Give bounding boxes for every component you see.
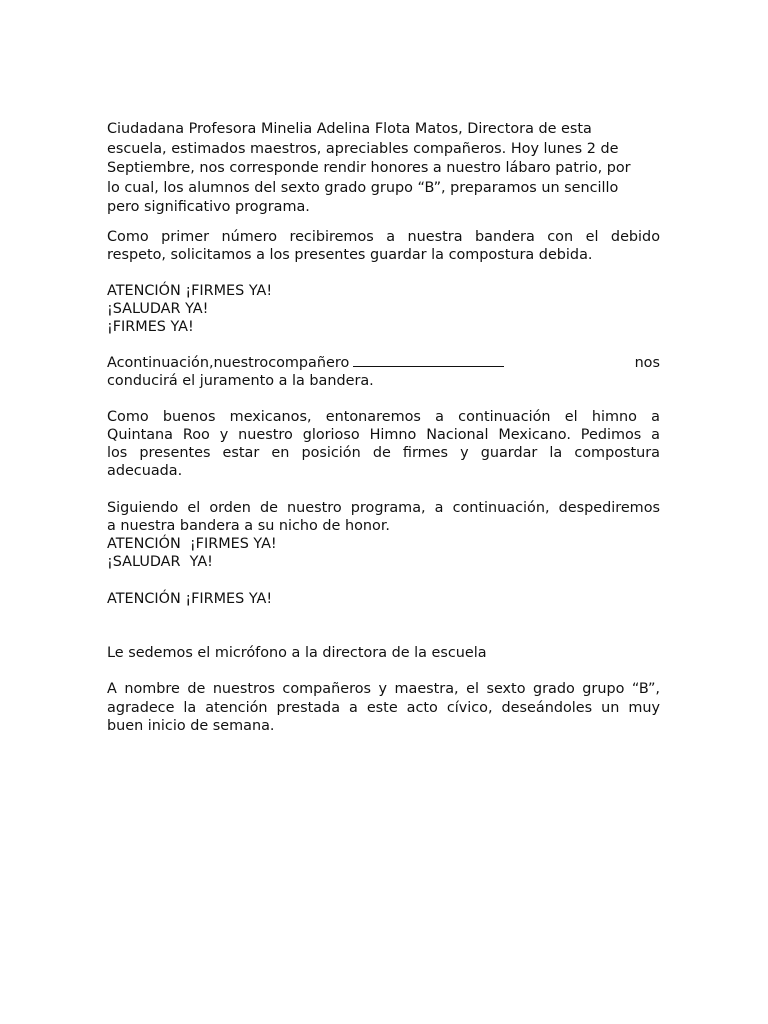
oath-after-blank: nos xyxy=(634,355,660,371)
text-line: ¡FIRMES YA! xyxy=(107,319,194,335)
paragraph-farewell xyxy=(107,499,660,571)
text-line: Quintana Roo y nuestro glorioso Himno Nacional Mexicano. Pedimos a xyxy=(107,427,660,443)
paragraph-microphone xyxy=(107,644,660,662)
paragraph-final-command xyxy=(107,590,660,608)
text-line: buen inicio de semana. xyxy=(107,718,275,734)
paragraph-anthem xyxy=(107,408,660,480)
text-line: Le sedemos el micrófono a la directora de la escuela xyxy=(107,645,487,661)
text-line: Como buenos mexicanos, entonaremos a continuación el himno a xyxy=(107,409,660,425)
text-line: agradece la atención prestada a este acto cívico, deseándoles un muy xyxy=(107,699,660,716)
text-line: ATENCIÓN ¡FIRMES YA! xyxy=(107,283,273,299)
text-line: los presentes estar en posición de firmes y guardar la compostura xyxy=(107,445,660,461)
text-line: respeto, solicitamos a los presentes guardar la compostura debida. xyxy=(107,247,593,263)
paragraph-commands xyxy=(107,282,660,336)
text-line: a nuestra bandera a su nicho de honor. xyxy=(107,518,391,534)
text-line: ¡SALUDAR YA! xyxy=(107,301,209,317)
text-line: adecuada. xyxy=(107,463,183,479)
oath-before-blank: compañero xyxy=(268,355,350,371)
text-line: pero significativo programa. xyxy=(107,199,310,216)
text-line: ¡SALUDAR YA! xyxy=(107,554,213,570)
text-line: Ciudadana Profesora Minelia Adelina Flota Matos, Directora de esta xyxy=(107,121,592,137)
name-blank xyxy=(353,365,504,367)
oath-middle: nuestro xyxy=(213,355,269,371)
oath-start: Acontinuación, xyxy=(107,355,214,371)
text-line: conducirá el juramento a la bandera. xyxy=(107,373,374,389)
text-line: Siguiendo el orden de nuestro programa, a continuación, despediremos xyxy=(107,500,660,516)
text-line: Como primer número recibiremos a nuestra bandera con el debido xyxy=(107,229,660,245)
text-line: escuela, estimados maestros, apreciables compañeros. Hoy lunes 2 de xyxy=(107,140,619,157)
text-line: ATENCIÓN ¡FIRMES YA! xyxy=(107,536,277,552)
text-line xyxy=(107,354,660,372)
text-line: Septiembre, nos corresponde rendir honores a nuestro lábaro patrio, por xyxy=(107,160,631,177)
text-line: ATENCIÓN ¡FIRMES YA! xyxy=(107,591,273,607)
paragraph-greeting xyxy=(107,120,660,218)
text-line: lo cual, los alumnos del sexto grado grupo “B”, preparamos un sencillo xyxy=(107,179,619,196)
paragraph-oath xyxy=(107,354,660,390)
text-line: A nombre de nuestros compañeros y maestra, el sexto grado grupo “B”, xyxy=(107,681,660,697)
paragraph-flag-reception xyxy=(107,228,660,264)
paragraph-closing xyxy=(107,680,660,736)
